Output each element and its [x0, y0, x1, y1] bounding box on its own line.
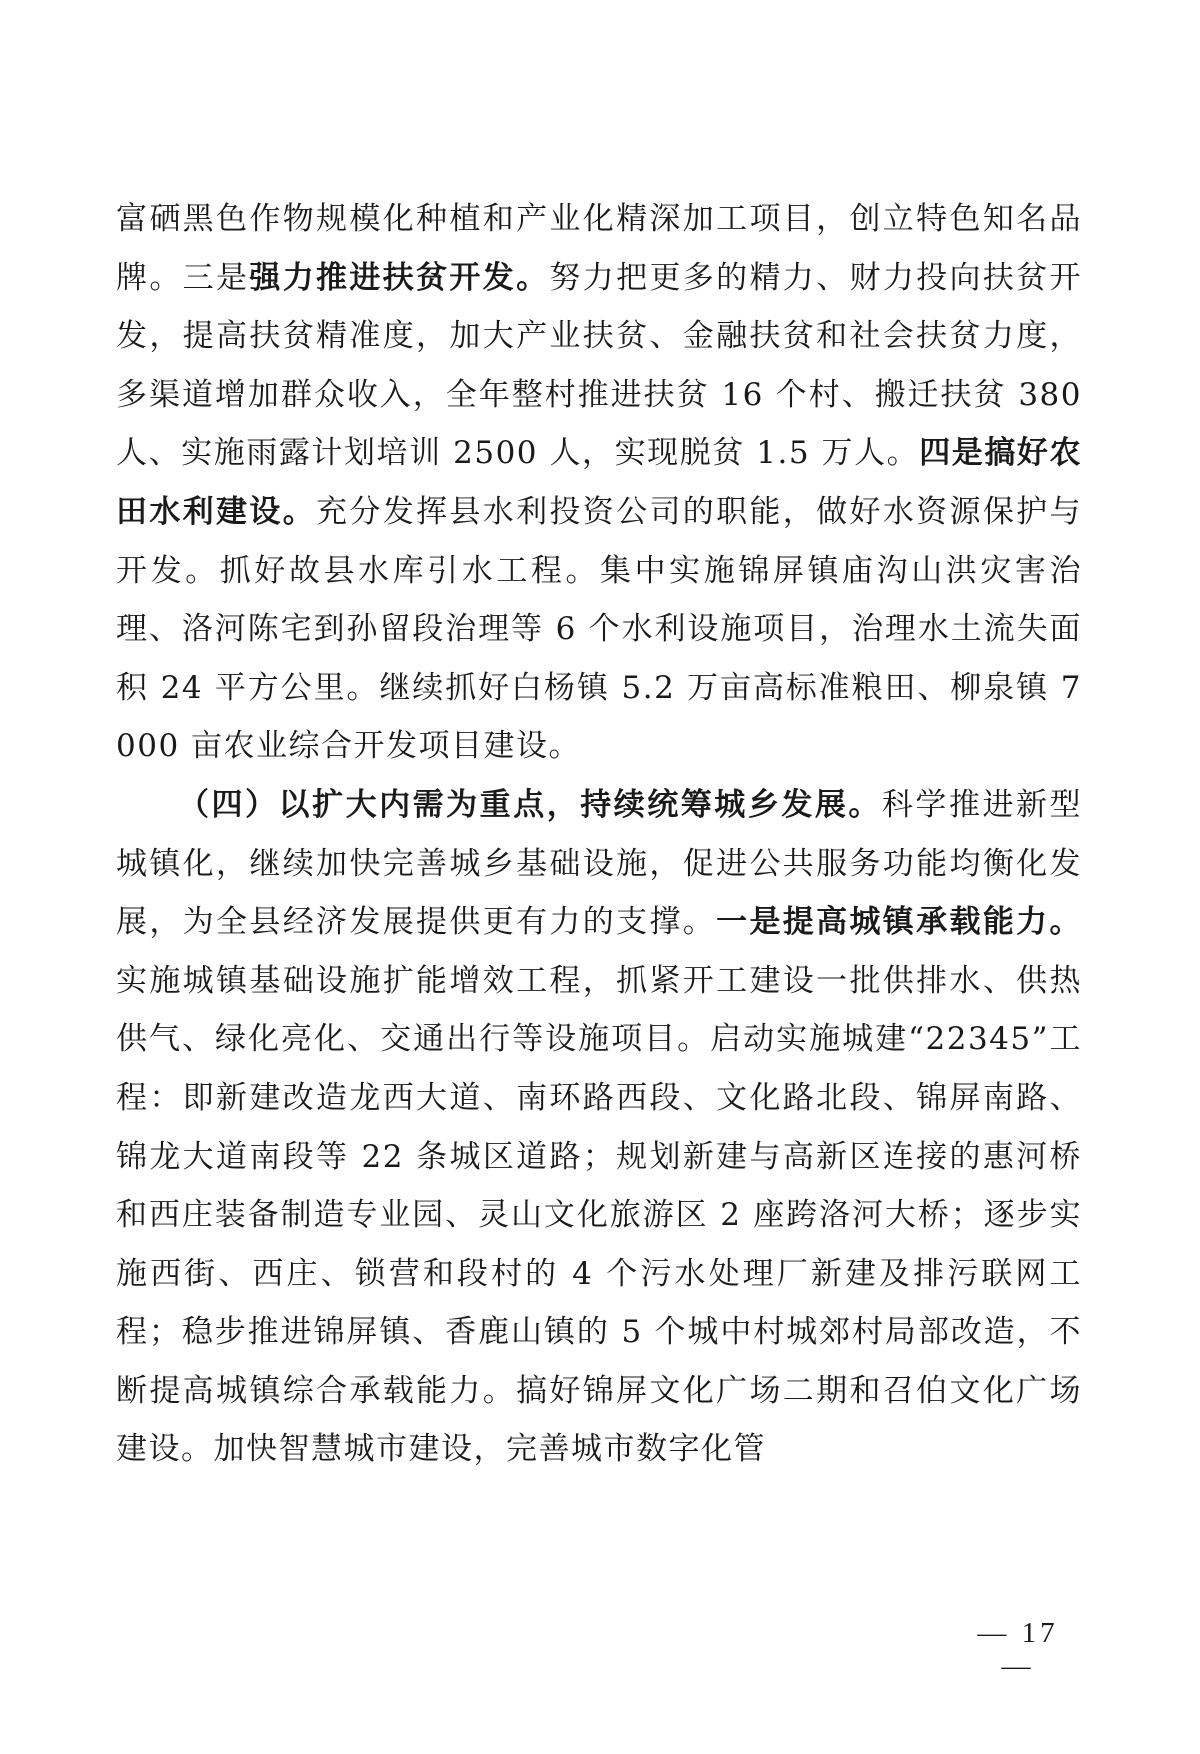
text-segment: 富硒黑色作物规模化种植和产业化精深加工项目，创立特色知名品牌。三是 — [116, 201, 1082, 296]
text-segment: 努力把更多的精力、财力投向扶贫开发，提高扶贫精准度，加大产业扶贫、金融扶贫和社会扶贫力度，多渠道增加群众收入，全年整村推进扶贫 16 个村、搬迁扶贫 380 人、实施雨露计划培训 2500 人，实现脱贫 1.5 万人。 — [116, 259, 1083, 472]
text-segment: 充分发挥县水利投资公司的职能，做好水资源保护与开发。抓好故县水库引水工程。集中实施锦屏镇庙沟山洪灾害治理、洛河陈宅到孙留段治理等 6 个水利设施项目，治理水土流失面积 24 平方公里。继续抓好白杨镇 5.2 万亩高标准粮田、柳泉镇 7000 亩农业综合开发项目建设。 — [116, 493, 1083, 765]
section-heading-four: （四）以扩大内需为重点，持续统筹城乡发展。 — [178, 786, 882, 823]
heading-water-conservancy: 四是搞好农田水利建设。 — [116, 435, 1082, 530]
document-body — [116, 190, 1082, 1479]
text-segment: 科学推进新型城镇化，继续加快完善城乡基础设施，促进公共服务功能均衡化发展，为全县经济发展提供更有力的支撑。 — [116, 786, 1083, 941]
heading-poverty-alleviation: 强力推进扶贫开发。 — [249, 259, 550, 296]
text-segment: 实施城镇基础设施扩能增效工程，抓紧开工建设一批供排水、供热供气、绿化亮化、交通出行等设施项目。启动实施城建“22345”工程：即新建改造龙西大道、南环路西段、文化路北段、锦屏南路、锦龙大道南段等 22 条城区道路；规划新建与高新区连接的惠河桥和西庄装备制造专业园、灵山文化旅游区 2 座跨洛河大桥；逐步实施西街、西庄、锁营和段村的 4 个污水处理厂新建及排污联网工程；稳步推进锦屏镇、香鹿山镇的 5 个城中村城郊村局部改造，不断提高城镇综合承载能力。搞好锦屏文化广场二期和召伯文化广场建设。加快智慧城市建设，完善城市数字化管 — [116, 962, 1082, 1468]
paragraph-poverty-water — [116, 190, 1082, 776]
heading-urban-capacity: 一是提高城镇承载能力。 — [716, 904, 1083, 941]
paragraph-urban-rural — [116, 776, 1082, 1479]
page-number: — 17 — — [977, 1617, 1059, 1682]
